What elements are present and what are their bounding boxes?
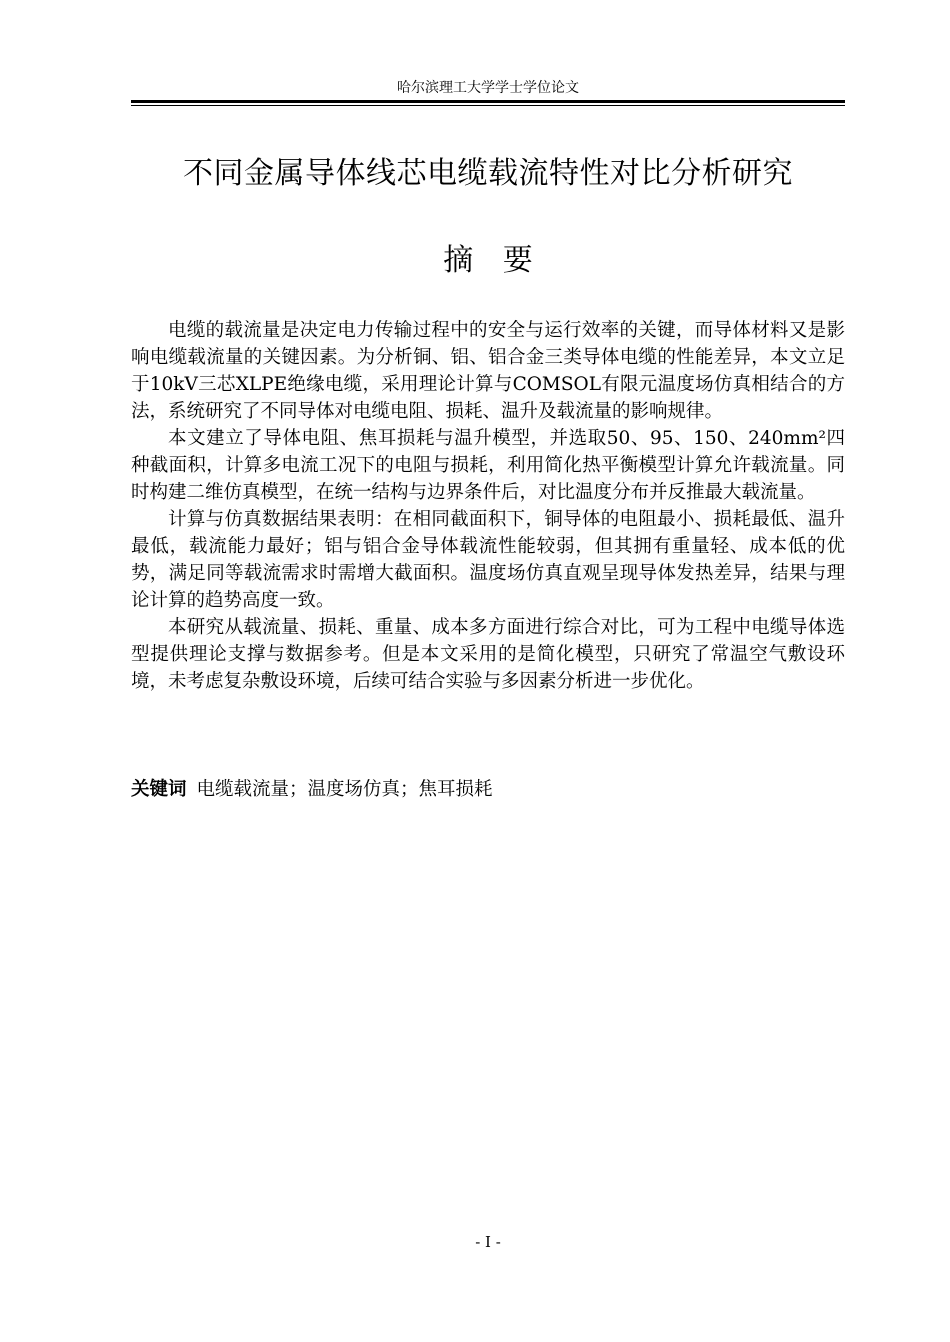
- page-number: - I -: [475, 1233, 501, 1251]
- keywords-list: 电缆载流量；温度场仿真；焦耳损耗: [196, 779, 493, 800]
- abstract-paragraph-3: 计算与仿真数据结果表明：在相同截面积下，铜导体的电阻最小、损耗最低、温升最低，载流能力最好；铝与铝合金导体载流性能较弱，但其拥有重量轻、成本低的优势，满足同等载流需求时需增大截面积。温度场仿真直观呈现导体发热差异，结果与理论计算的趋势高度一致。: [131, 509, 845, 611]
- keywords-label: 关键词: [131, 779, 187, 800]
- abstract-paragraph-2: 本文建立了导体电阻、焦耳损耗与温升模型，并选取50、95、150、240mm²四种截面积，计算多电流工况下的电阻与损耗，利用简化热平衡模型计算允许载流量。同时构建二维仿真模型，在统一结构与边界条件后，对比温度分布并反推最大载流量。: [131, 428, 845, 503]
- thesis-title: 不同金属导体线芯电缆载流特性对比分析研究: [183, 156, 793, 191]
- keywords-line: [131, 776, 845, 803]
- running-header: 哈尔滨理工大学学士学位论文: [397, 80, 579, 96]
- abstract-paragraph-4: 本研究从载流量、损耗、重量、成本多方面进行综合对比，可为工程中电缆导体选型提供理论支撑与数据参考。但是本文采用的是简化模型，只研究了常温空气敷设环境，未考虑复杂敷设环境，后续可结合实验与多因素分析进一步优化。: [131, 617, 845, 692]
- abstract-paragraph-1: 电缆的载流量是决定电力传输过程中的安全与运行效率的关键，而导体材料又是影响电缆载流量的关键因素。为分析铜、铝、铝合金三类导体电缆的性能差异，本文立足于10kV三芯XLPE绝缘电缆，采用理论计算与COMSOL有限元温度场仿真相结合的方法，系统研究了不同导体对电缆电阻、损耗、温升及载流量的影响规律。: [131, 320, 845, 422]
- abstract-heading: 摘 要: [443, 243, 533, 278]
- header-rule-thick: [131, 100, 845, 103]
- header-rule-thin: [131, 105, 845, 106]
- abstract-body: [131, 317, 845, 695]
